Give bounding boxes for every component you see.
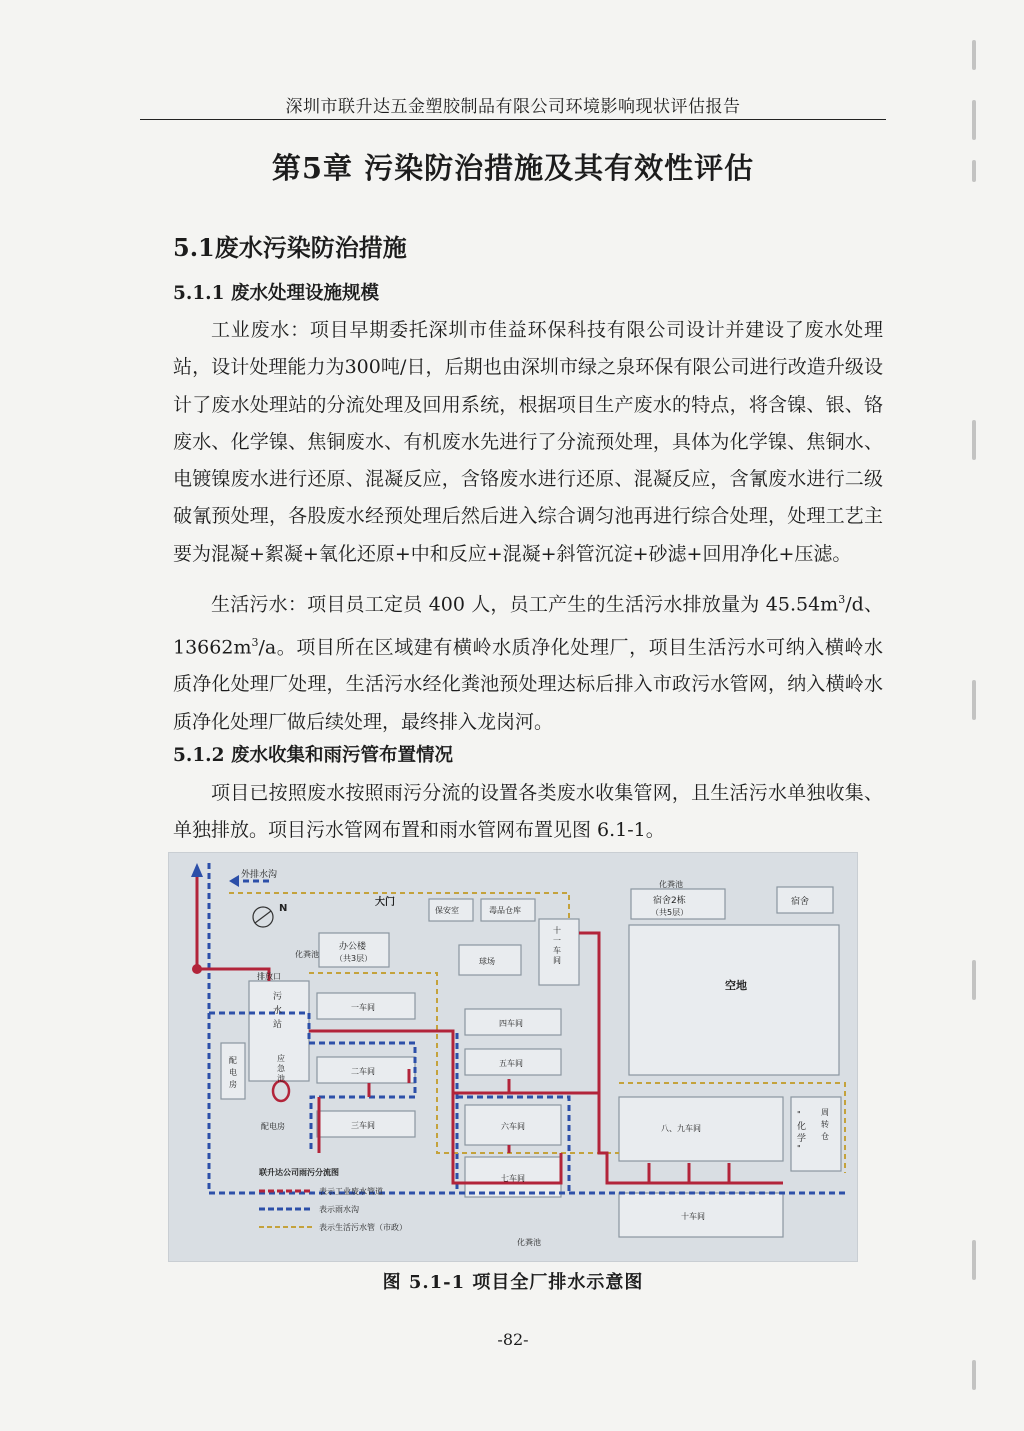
- label-ws89: 八、九车间: [661, 1124, 701, 1133]
- paragraph-domestic-sewage-text-c: /a。项目所在区域建有横岭水质净化处理厂，项目生活污水可纳入横岭水质净化处理厂处理，生活污水经化粪池预处理达标后排入市政污水管网，纳入横岭水质净化处理厂做后续处理，最终排入龙岗河。: [173, 635, 883, 733]
- label-outfall: 排放口: [257, 972, 281, 981]
- paragraph-industrial-wastewater: 工业废水：项目早期委托深圳市佳益环保科技有限公司设计并建设了废水处理站，设计处理能力为300吨/日，后期也由深圳市绿之泉环保有限公司进行改造升级设计了废水处理站的分流处理及回用系统，根据项目生产废水的特点，将含镍、银、铬废水、化学镍、焦铜废水、有机废水先进行了分流预处理，具体为化学镍、焦铜水、电镀镍废水进行还原、混凝反应，含铬废水进行还原、混凝反应，含氰废水进行二级破氰预处理，各股废水经预处理后然后进入综合调匀池再进行综合处理，处理工艺主要为混凝+絮凝+氧化还原+中和反应+混凝+斜管沉淀+砂滤+回用净化+压滤。: [173, 319, 883, 565]
- label-power-room-2: 配电房: [261, 1122, 285, 1131]
- label-ws2: 二车间: [351, 1067, 375, 1076]
- label-septic-bottom: 化粪池: [517, 1238, 541, 1247]
- binding-mark: [972, 1240, 976, 1280]
- binding-mark: [972, 160, 976, 182]
- label-guard: 保安室: [435, 906, 459, 915]
- label-ws1: 一车间: [351, 1003, 375, 1012]
- superscript-3: 3: [251, 635, 259, 649]
- label-ws11-4: 间: [553, 956, 561, 965]
- label-ws11-1: 十: [553, 926, 561, 935]
- label-court: 球场: [479, 957, 495, 966]
- workshops-8-9: [619, 1097, 783, 1161]
- label-chem-4: ": [797, 1144, 801, 1153]
- label-gate: 大门: [375, 897, 395, 908]
- label-empty: 空地: [725, 979, 747, 992]
- label-ws3: 三车间: [351, 1121, 375, 1130]
- label-ws7: 七车间: [501, 1174, 525, 1183]
- label-office: 办公楼: [339, 942, 367, 952]
- label-turn-3: 仓: [821, 1132, 829, 1141]
- label-ws4: 四车间: [499, 1019, 523, 1028]
- label-sewage-3: 站: [273, 1020, 283, 1030]
- label-power-1: 配: [229, 1056, 237, 1065]
- label-emergency-2: 急: [277, 1064, 285, 1073]
- paragraph-domestic-sewage-text-a: 生活污水：项目员工定员 400 人，员工产生的生活污水排放量为 45.54m: [211, 593, 839, 616]
- label-outlet-ditch: 外排水沟: [241, 870, 278, 880]
- label-emergency-1: 应: [277, 1054, 285, 1063]
- label-dorm: 宿舍: [791, 897, 810, 907]
- legend-title: 联升达公司雨污分流图: [259, 1168, 339, 1177]
- label-septic-office: 化粪池: [295, 950, 319, 959]
- header-rule: [140, 119, 886, 120]
- paragraph-domestic-sewage: [173, 581, 883, 741]
- label-septic-top: 化粪池: [659, 880, 683, 889]
- binding-mark: [972, 420, 976, 460]
- binding-mark: [972, 1360, 976, 1390]
- label-power-2: 电: [229, 1068, 237, 1077]
- label-north: N: [279, 903, 288, 914]
- label-turn-1: 周: [821, 1108, 829, 1117]
- label-sewage-1: 污: [273, 992, 283, 1002]
- label-ws11-3: 车: [553, 946, 561, 955]
- label-sewage-2: 水: [273, 1006, 283, 1016]
- label-emergency-3: 池: [277, 1074, 285, 1083]
- legend-domestic-label: 表示生活污水管（市政）: [319, 1223, 407, 1232]
- figure-caption: 图 5.1-1 项目全厂排水示意图: [382, 1272, 644, 1293]
- binding-mark: [972, 960, 976, 1000]
- drainage-map-figure: [168, 852, 858, 1262]
- binding-mark: [972, 40, 976, 70]
- binding-mark: [972, 100, 976, 140]
- label-ws10: 十车间: [681, 1212, 705, 1221]
- page-number: -82-: [497, 1330, 529, 1349]
- running-header: 深圳市联升达五金塑胶制品有限公司环境影响现状评估报告: [285, 97, 741, 117]
- paragraph-domestic-sewage-text-b: /d、13662m: [173, 593, 883, 658]
- subsection-title-5-1-2: 5.1.2 废水收集和雨污管布置情况: [173, 745, 453, 766]
- label-power-3: 房: [229, 1080, 237, 1089]
- binding-mark: [972, 680, 976, 720]
- label-poison: 毒品仓库: [489, 906, 521, 915]
- section-title: 5.1废水污染防治措施: [173, 233, 407, 262]
- label-ws5: 五车间: [499, 1059, 523, 1068]
- paragraph-pipe-layout: 项目已按照废水按照雨污分流的设置各类废水收集管网，且生活污水单独收集、单独排放。项目污水管网布置和雨水管网布置见图 6.1-1。: [173, 782, 883, 842]
- subsection-title-5-1-1: 5.1.1 废水处理设施规模: [173, 283, 379, 304]
- legend-industrial-label: 表示工业废水管道: [319, 1187, 383, 1196]
- label-dorm2: 宿舍2栋: [653, 896, 686, 906]
- label-chem-3: 学: [797, 1134, 807, 1144]
- legend-rain-label: 表示雨水沟: [319, 1205, 359, 1214]
- chapter-title: 第5章 污染防治措施及其有效性评估: [271, 151, 755, 185]
- superscript-3: 3: [838, 593, 846, 606]
- label-dorm2-floors: （共5层）: [651, 908, 689, 917]
- label-office-floors: （共3层）: [335, 954, 373, 963]
- label-ws11-2: 一: [553, 936, 561, 945]
- label-chem-1: ": [797, 1110, 801, 1119]
- label-chem-2: 化: [797, 1122, 807, 1132]
- label-turn-2: 转: [821, 1120, 829, 1129]
- outfall-point: [192, 964, 202, 974]
- empty-lot: [629, 925, 839, 1075]
- label-ws6: 六车间: [501, 1122, 525, 1131]
- drainage-map: [169, 853, 857, 1261]
